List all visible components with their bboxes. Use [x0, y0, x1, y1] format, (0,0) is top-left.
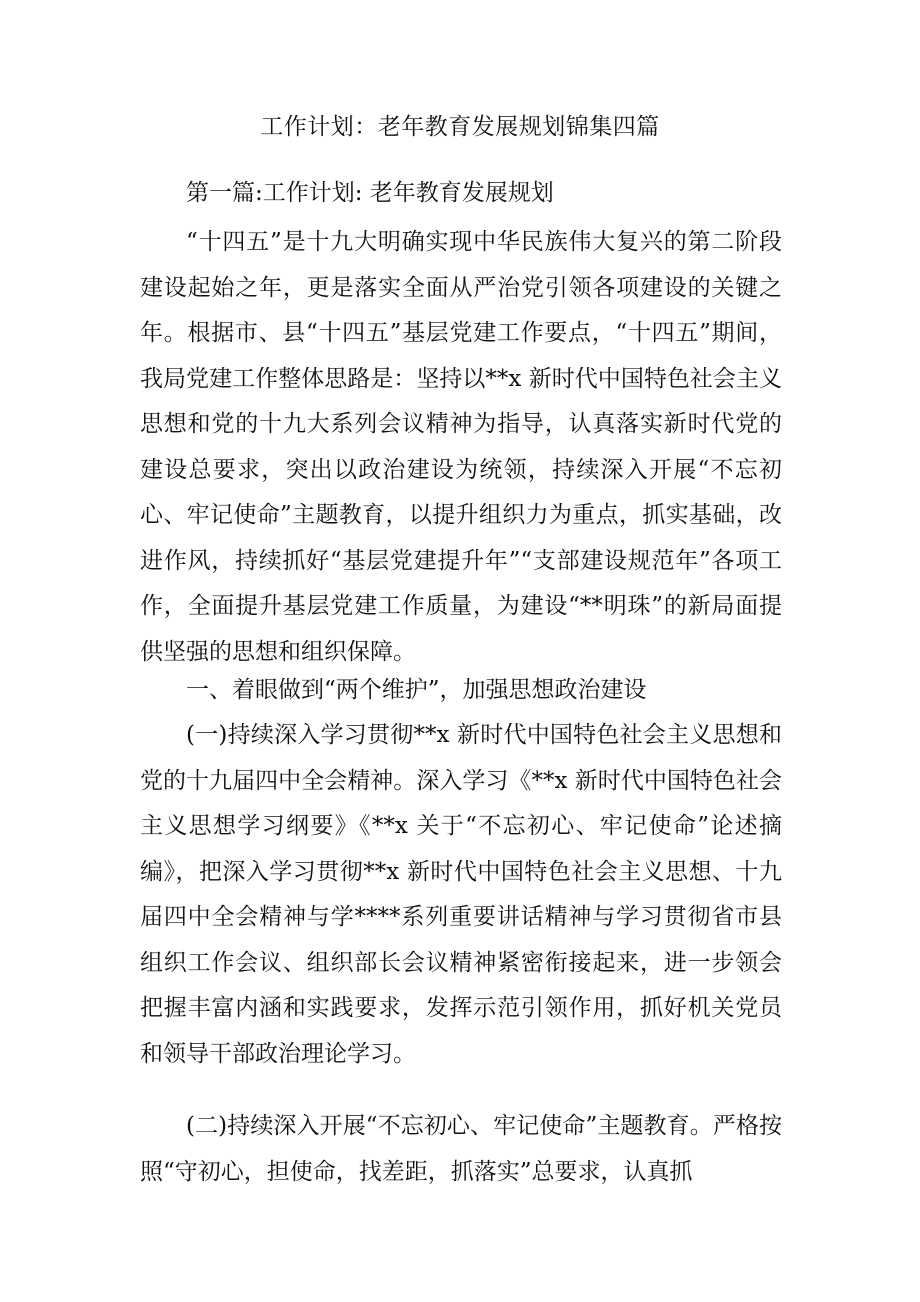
body-paragraph: “十四五”是十九大明确实现中华民族伟大复兴的第二阶段建设起始之年，更是落实全面从严治党引领各项建设的关键之年。根据市、县“十四五”基层党建工作要点，“十四五”期间，我局党建工作整体思路是：坚持以**x 新时代中国特色社会主义思想和党的十九大系列会议精神为指导，认真落实新时代党的建设总要求，突出以政治建设为统领，持续深入开展“不忘初心、牢记使命”主题教育，以提升组织力为重点，抓实基础，改进作风，持续抓好“基层党建提升年”“支部建设规范年”各项工作，全面提升基层党建工作质量，为建设“**明珠”的新局面提供坚强的思想和组织保障。	[140, 229, 782, 665]
body-paragraph: (一)持续深入学习贯彻**x 新时代中国特色社会主义思想和党的十九届四中全会精神。深入学习《**x 新时代中国特色社会主义思想学习纲要》《**x 关于“不忘初心、牢记使命”论述摘编》，把深入学习贯彻**x 新时代中国特色社会主义思想、十九届四中全会精神与学****系列重要讲话精神与学习贯彻省市县组织工作会议、组织部长会议精神紧密衔接起来，进一步领会把握丰富内涵和实践要求，发挥示范引领作用，抓好机关党员和领导干部政治理论学习。	[140, 722, 782, 1067]
body-paragraph: (二)持续深入开展“不忘初心、牢记使命”主题教育。严格按照“守初心，担使命，找差距，抓落实”总要求，认真抓	[140, 1113, 782, 1185]
subsection-heading: 一、着眼做到“两个维护”，加强思想政治建设	[186, 677, 647, 703]
document-title: 工作计划：老年教育发展规划锦集四篇	[260, 114, 660, 140]
section-heading: 第一篇:工作计划: 老年教育发展规划	[186, 180, 554, 206]
